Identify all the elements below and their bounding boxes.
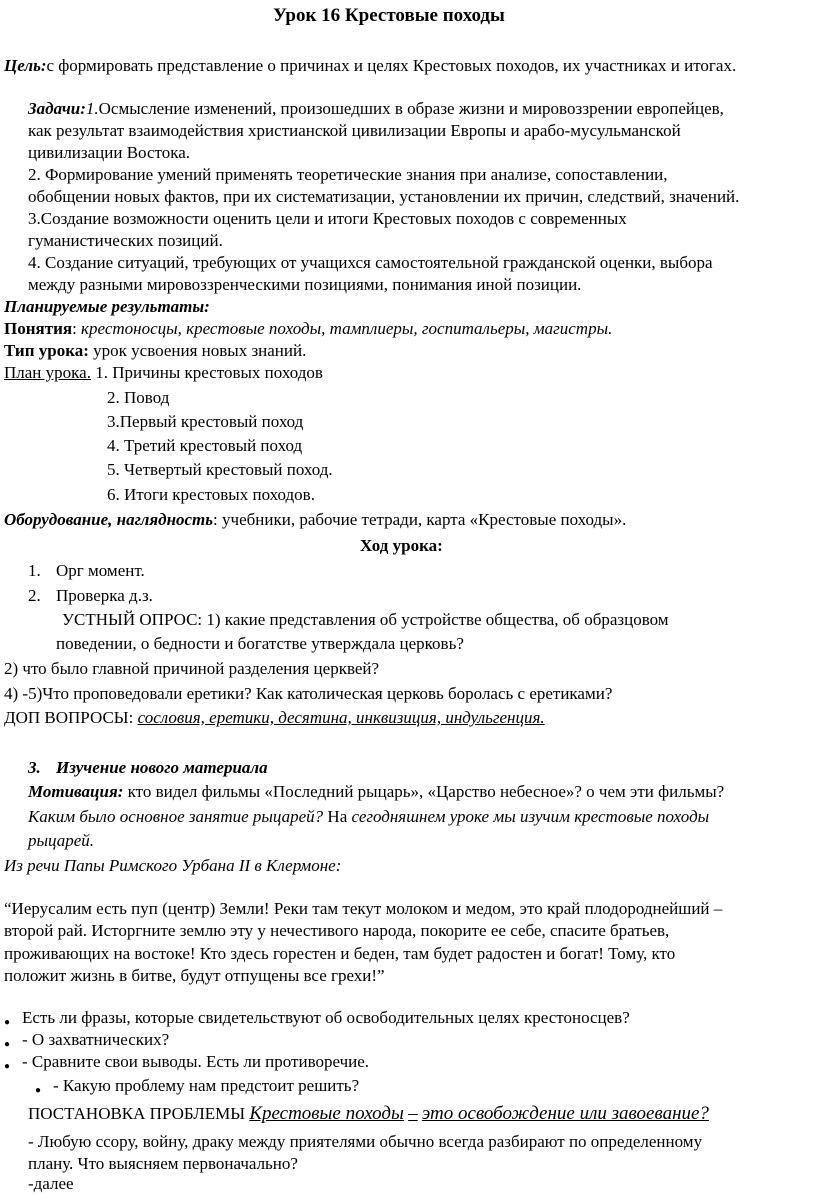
oral-question-4-5: 4) -5)Что проповедовали еретики? Как католическая церковь боролась с еретиками?: [4, 684, 613, 703]
step-number: 2.: [28, 586, 41, 605]
equipment-label: Оборудование, наглядность: [4, 510, 214, 529]
bullet-item: - Какую проблему нам предстоит решить?: [53, 1076, 360, 1095]
goal-label: Цель:: [4, 56, 47, 75]
tasks-line-5: обобщении новых фактов, при их систематизации, установлении их причин, следствий, значений.: [28, 187, 740, 206]
extra-questions-line: [4, 707, 545, 729]
motivation-line-2: Каким было основное занятие рыцарей? На сегодняшнем уроке мы изучим крестовые походы: [28, 807, 710, 826]
bullet-dot-icon: ●: [35, 1085, 42, 1096]
goal-line: [4, 55, 736, 77]
step-number: 1.: [28, 561, 41, 580]
plan-item: 4. Третий крестовый поход: [107, 436, 303, 455]
tasks-line-9: между разными мировоззренческими позициями, понимания иной позиции.: [28, 275, 582, 294]
concepts-line: Понятия: крестоносцы, крестовые походы, тамплиеры, госпитальеры, магистры.: [4, 319, 613, 338]
tasks-line-6: 3.Создание возможности оценить цели и итоги Крестовых походов с современных: [28, 209, 627, 228]
motivation-label: Мотивация:: [28, 782, 124, 801]
closing-line: -далее: [28, 1174, 74, 1193]
quote-line: “Иерусалим есть пуп (центр) Земли! Реки там текут молоком и медом, это край плодороднейший –: [4, 899, 723, 918]
tasks-line-3: цивилизации Востока.: [28, 143, 191, 162]
bullet-item: Есть ли фразы, которые свидетельствуют об освободительных целях крестоносцев?: [22, 1008, 630, 1027]
section-3-number: 3.: [28, 758, 41, 777]
plan-item: 6. Итоги крестовых походов.: [107, 485, 315, 504]
speech-intro: Из речи Папы Римского Урбана II в Клермоне:: [4, 856, 342, 875]
tasks-line-2: как результат взаимодействия христианской цивилизации Европы и арабо-мусульманской: [28, 121, 681, 140]
problem-label: ПОСТАНОВКА ПРОБЛЕМЫ: [28, 1104, 246, 1123]
lesson-type-line: [4, 340, 306, 362]
plan-line: [4, 362, 323, 384]
tasks-line-8: 4. Создание ситуаций, требующих от учащихся самостоятельной гражданской оценки, выбора: [28, 253, 713, 272]
tasks-first-num: 1.: [85, 99, 99, 118]
equipment-line: Оборудование, наглядность: учебники, рабочие тетради, карта «Крестовые походы».: [4, 510, 627, 529]
bullet-item: - Сравните свои выводы. Есть ли противоречие.: [22, 1052, 370, 1071]
tasks-line-4: 2. Формирование умений применять теоретические знания при анализе, сопоставлении,: [28, 165, 668, 184]
bullet-item: - О захватнических?: [22, 1030, 170, 1049]
quote-line: положит жизнь в битве, будут отпущены все грехи!”: [4, 966, 385, 985]
section-3-title: Изучение нового материала: [56, 758, 268, 777]
extra-questions-terms: сословия, еретики, десятина, инквизиция, индульгенция.: [137, 708, 545, 727]
oral-question-2: 2) что было главной причиной разделения церквей?: [4, 659, 380, 678]
oral-survey-line-2: поведении, о бедности и богатстве утверждала церковь?: [56, 634, 464, 653]
goal-text: с формировать представление о причинах и целях Крестовых походов, их участниках и итогах.: [46, 56, 737, 75]
problem-part-1: Крестовые походы: [249, 1103, 404, 1124]
equipment-text: учебники, рабочие тетради, карта «Крестовые походы».: [222, 510, 627, 529]
concepts-label: Понятия: [4, 319, 73, 338]
bullet-dot-icon: ●: [4, 1017, 11, 1028]
bullet-dot-icon: ●: [4, 1039, 11, 1050]
oral-survey-line-1: УСТНЫЙ ОПРОС: 1) какие представления об устройстве общества, об образцовом: [62, 610, 669, 629]
step-text: Проверка д.з.: [56, 586, 153, 605]
motivation-line: [28, 781, 724, 803]
plan-item: 1. Причины крестовых походов: [95, 363, 323, 382]
tasks-line-1: Задачи:1.Осмысление изменений, произошедших в образе жизни и мировоззрении европейцев,: [28, 99, 724, 118]
plan-item: 3.Первый крестовый поход: [107, 412, 304, 431]
quote-line: проживающих на востоке! Кто здесь горестен и беден, там будет радостен и богат! Тому, кто: [4, 944, 676, 963]
step-text: Орг момент.: [56, 561, 145, 580]
lesson-type-text: урок усвоения новых знаний.: [93, 341, 307, 360]
plan-item: 2. Повод: [107, 388, 170, 407]
motivation-line-3: рыцарей.: [28, 831, 95, 850]
problem-part-2: это освобождение или завоевание?: [421, 1103, 709, 1124]
tasks-label: Задачи:: [28, 99, 86, 118]
problem-dash: –: [408, 1103, 418, 1124]
quote-line: второй рай. Исторгните землю эту у нечестивого народа, покорите ее себе, спасите братьев,: [4, 921, 670, 940]
plan-label: План урока.: [4, 363, 91, 382]
problem-statement: [28, 1103, 709, 1125]
page-title: Урок 16 Крестовые походы: [273, 5, 505, 26]
tasks-line-7: гуманистических позиций.: [28, 231, 223, 250]
concepts-text: крестоносцы, крестовые походы, тамплиеры, госпитальеры, магистры.: [81, 319, 613, 338]
bullet-dot-icon: ●: [4, 1061, 11, 1072]
closing-line: плану. Что выясняем первоначально?: [28, 1154, 298, 1173]
closing-line: - Любую ссору, войну, драку между приятелями обычно всегда разбирают по определенному: [28, 1132, 703, 1151]
motivation-text: кто видел фильмы «Последний рыцарь», «Царство небесное»? о чем эти фильмы?: [127, 782, 725, 801]
extra-questions-label: ДОП ВОПРОСЫ:: [4, 708, 134, 727]
lesson-type-label: Тип урока:: [4, 341, 89, 360]
planned-results-heading: Планируемые результаты:: [4, 297, 210, 316]
plan-item: 5. Четвертый крестовый поход.: [107, 460, 333, 479]
course-title: Ход урока:: [360, 536, 443, 555]
